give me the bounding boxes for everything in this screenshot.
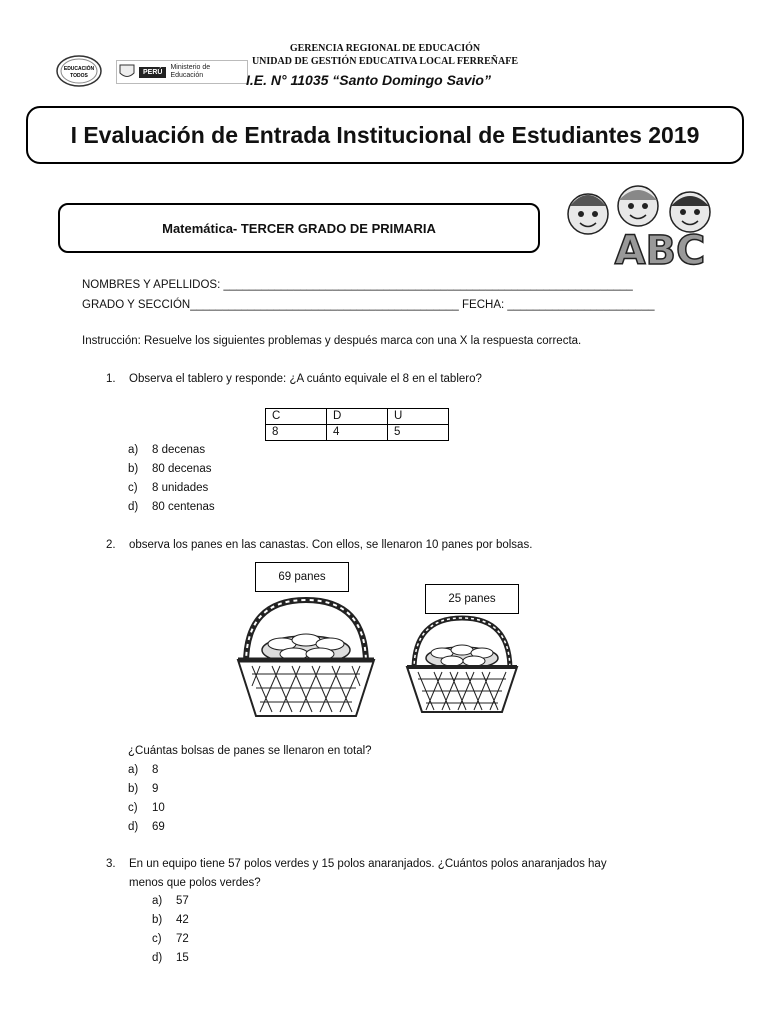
q1-options [128, 441, 215, 517]
bread-basket-small [402, 612, 522, 716]
basket2-label: 25 panes [425, 584, 519, 614]
q3-number: 3. [106, 858, 116, 870]
q3-options [152, 892, 189, 968]
q1-option-a[interactable]: a) 8 decenas [128, 444, 206, 456]
q1-option-d[interactable]: d) 80 centenas [128, 501, 215, 513]
q2-option-d[interactable]: d) 69 [128, 821, 165, 833]
svg-text:TODOS: TODOS [70, 73, 88, 79]
q1-option-c[interactable]: c) 8 unidades [128, 482, 209, 494]
exam-title: I Evaluación de Entrada Institucional de Estudiantes 2019 [26, 106, 744, 164]
instruction: Instrucción: Resuelve los siguientes problemas y después marca con una X la respuesta correcta. [82, 335, 582, 347]
table-value-d: 4 [327, 425, 388, 441]
table-header-d: D [327, 409, 388, 425]
school-name: I.E. N° 11035 “Santo Domingo Savio” [246, 72, 491, 88]
q3-option-c[interactable]: c) 72 [152, 933, 189, 945]
q2-option-c[interactable]: c) 10 [128, 802, 165, 814]
q2-option-a[interactable]: a) 8 [128, 764, 159, 776]
svg-text:EDUCACIÓN: EDUCACIÓN [63, 66, 95, 72]
q2-question: ¿Cuántas bolsas de panes se llenaron en total? [128, 745, 372, 757]
q3-text-line2: menos que polos verdes? [129, 877, 261, 889]
q1-option-b[interactable]: b) 80 decenas [128, 463, 212, 475]
ministry-label: Ministerio de Educación [170, 64, 211, 79]
table-value-c: 8 [266, 425, 327, 441]
table-header-c: C [266, 409, 327, 425]
education-logo [56, 55, 102, 87]
q3-option-b[interactable]: b) 42 [152, 914, 189, 926]
q2-option-b[interactable]: b) 9 [128, 783, 159, 795]
kids-abc-illustration [560, 182, 745, 270]
q2-number: 2. [106, 539, 116, 551]
grade-date-field[interactable]: GRADO Y SECCIÓN__________________________________________ FECHA: _______________________ [82, 299, 655, 311]
q3-option-d[interactable]: d) 15 [152, 952, 189, 964]
header-line-2: UNIDAD DE GESTIÓN EDUCATIVA LOCAL FERREÑAFE [251, 56, 519, 67]
header-line-1: GERENCIA REGIONAL DE EDUCACIÓN [289, 43, 481, 54]
q1-text: Observa el tablero y responde: ¿A cuánto equivale el 8 en el tablero? [129, 373, 482, 385]
table-value-u: 5 [388, 425, 449, 441]
shield-icon [117, 63, 137, 81]
q3-option-a[interactable]: a) 57 [152, 895, 189, 907]
q3-text-line1: En un equipo tiene 57 polos verdes y 15 polos anaranjados. ¿Cuántos polos anaranjados hay [129, 858, 607, 870]
place-value-table [265, 408, 449, 441]
q2-text: observa los panes en las canastas. Con ellos, se llenaron 10 panes por bolsas. [129, 539, 533, 551]
abc-letters: ABC [614, 228, 706, 270]
subject-title: Matemática- TERCER GRADO DE PRIMARIA [58, 203, 540, 253]
table-header-u: U [388, 409, 449, 425]
q2-options [128, 761, 165, 837]
ministry-logo [116, 60, 248, 84]
bread-basket-large [232, 594, 380, 720]
names-field[interactable]: NOMBRES Y APELLIDOS: ________________________________________________________________ [82, 279, 633, 291]
q1-number: 1. [106, 373, 116, 385]
peru-label: PERÚ [139, 67, 166, 78]
basket1-label: 69 panes [255, 562, 349, 592]
